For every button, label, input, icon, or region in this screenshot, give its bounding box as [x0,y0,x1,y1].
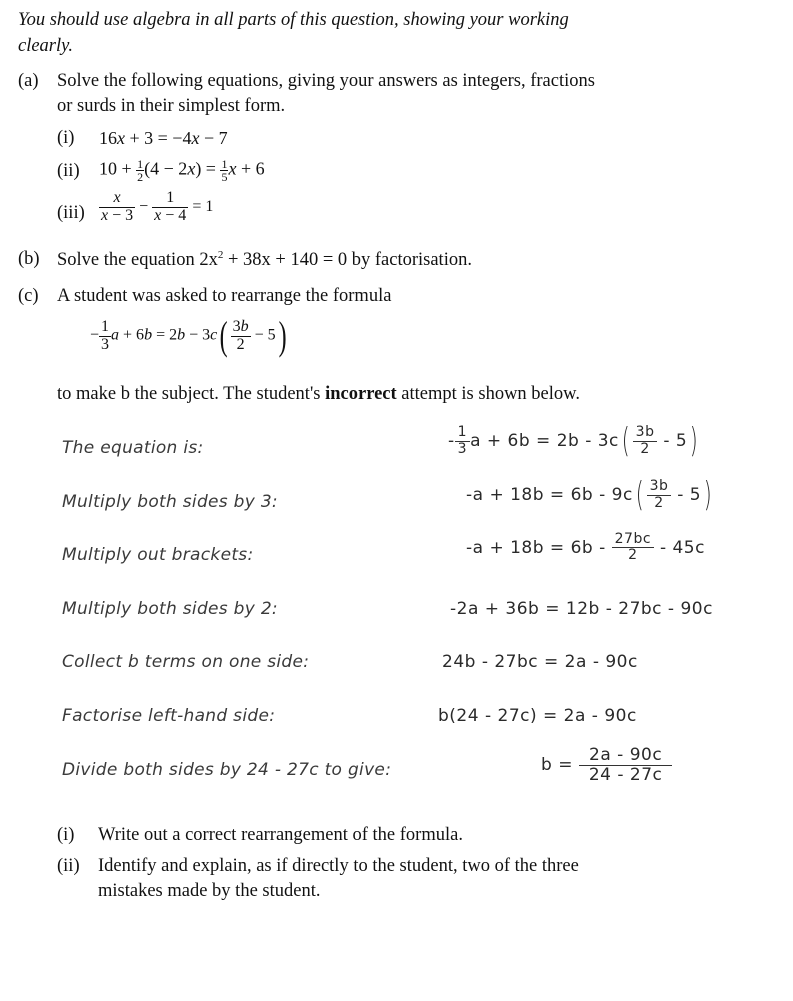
step-1-desc: The equation is: [62,438,204,458]
part-a-ii-label: (ii) [57,161,80,181]
part-b-text: Solve the equation $2x^2 + 38x + 140 = 0$ by factorisation. [57,249,472,271]
part-c-intro: A student was asked to rearrange the formula [57,286,392,306]
part-c-after-text: to make b the subject. The student's incorrect attempt is shown below. [57,384,580,404]
part-a-i-label: (i) [57,128,75,148]
step-4-desc: Multiply both sides by 2: [62,599,278,619]
step-3-desc: Multiply out brackets: [62,545,254,565]
step-5-desc: Collect b terms on one side: [62,652,310,672]
subpart-i-text: Write out a correct rearrangement of the formula. [98,825,463,845]
step-7-work: b = $\frac{2a - 90c}{24 - 27c}$ [541,746,672,784]
part-a-label: (a) [18,71,39,91]
step-1-work: - $\frac{1}{3}$ a + 6b = 2b - 3c( $\frac{3b}{2}$ - 5) [448,421,699,461]
part-a-text-2: or surds in their simplest form. [57,96,286,116]
part-a-i-equation: 16x + 3 = −4x − 7 [99,128,228,148]
subpart-i-label: (i) [57,825,75,845]
part-a-ii-equation: 10 + $\frac{1}{2}$ (4 − 2x) = $\frac{1}{5}$ x + 6 [99,157,265,184]
part-c-formula: − $\frac{1}{3}$ a + 6b = 2b − 3c( $\frac{3b}{2}$ − 5) [90,313,287,358]
subpart-ii-text-1: Identify and explain, as if directly to the student, two of the three [98,856,579,876]
step-2-desc: Multiply both sides by 3: [62,492,278,512]
step-5-work: 24b - 27bc = 2a - 90c [442,652,638,672]
subpart-ii-label: (ii) [57,856,80,876]
intro-line-2: clearly. [18,36,73,56]
step-6-desc: Factorise left-hand side: [62,706,276,726]
part-b-label: (b) [18,249,40,269]
step-4-work: -2a + 36b = 12b - 27bc - 90c [450,599,713,619]
part-a-iii-equation: $\frac{x}{x - 3}$ − $\frac{1}{x - 4}$ = 1 [101,189,214,224]
step-3-work: -a + 18b = 6b - $\frac{27bc}{2}$ - 45c [466,531,705,564]
step-6-work: b(24 - 27c) = 2a - 90c [438,706,637,726]
part-a-text-1: Solve the following equations, giving your answers as integers, fractions [57,71,595,91]
part-a-iii-label: (iii) [57,203,85,223]
subpart-ii-text-2: mistakes made by the student. [98,881,321,901]
step-2-work: -a + 18b = 6b - 9c( $\frac{3b}{2}$ - 5) [466,475,713,515]
step-7-desc: Divide both sides by 24 - 27c to give: [62,760,392,780]
intro-line-1: You should use algebra in all parts of this question, showing your working [18,10,569,30]
part-c-label: (c) [18,286,39,306]
